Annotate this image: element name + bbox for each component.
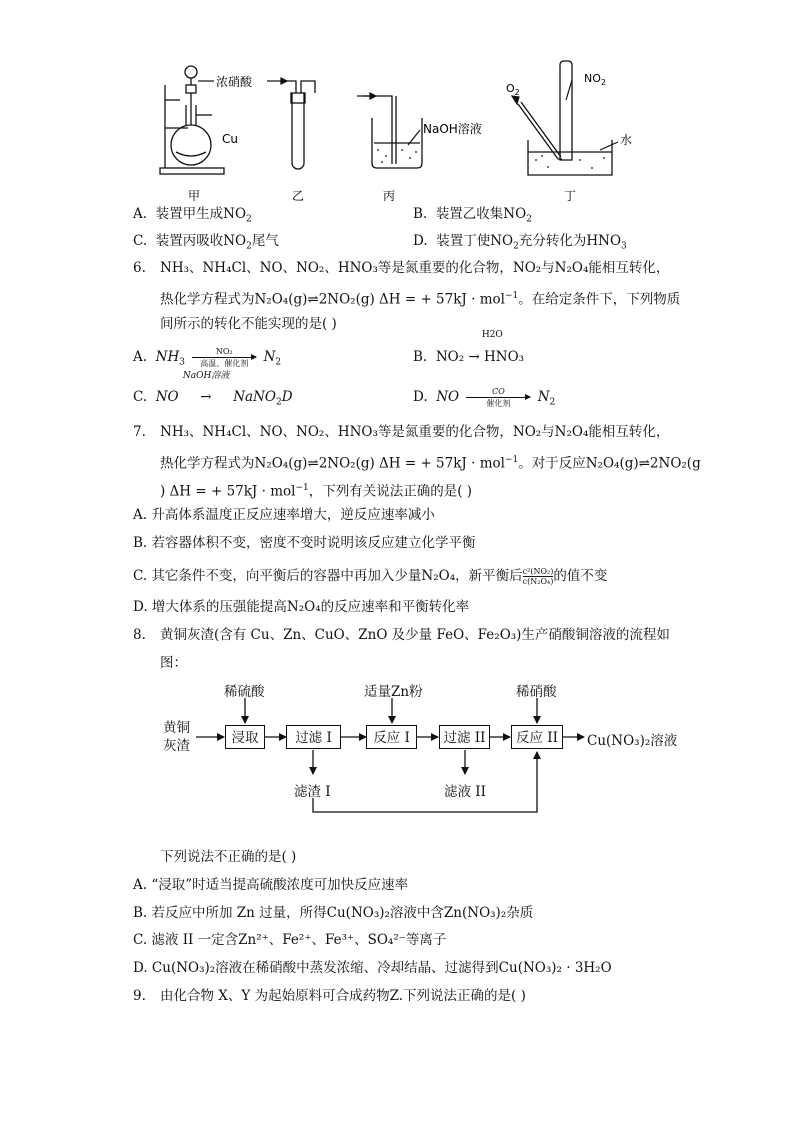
flow-step-filter-2: 过滤 II xyxy=(439,725,490,749)
q7-line3: ) ΔH = + 57kJ · mol$^{-1}$，下列有关说法正确的是( ) xyxy=(160,483,473,500)
q7-line2: 热化学方程式为N₂O₄(g)⇌2NO₂(g) ΔH = + 57kJ · mol$^{-1}$。对于反应N₂O₄(g)⇌2NO₂(g xyxy=(160,455,701,472)
q8-option-a[interactable]: A. “浸取”时适当提高硫酸浓度可加快反应速率 xyxy=(133,877,409,893)
flow-step-reaction-1: 反应 I xyxy=(366,725,417,749)
q7-number: 7. xyxy=(133,424,146,440)
q7-option-b[interactable]: B. 若容器体积不变，密度不变时说明该反应建立化学平衡 xyxy=(133,535,476,551)
q6-option-d[interactable]: D. NO CO 催化剂 $N_2$ xyxy=(413,387,556,408)
label-water: 水 xyxy=(620,133,633,147)
caption-jia: 甲 xyxy=(188,189,201,203)
flow-reagent-dilute-sulfuric: 稀硫酸 xyxy=(224,684,265,700)
q6-option-c[interactable]: C. NO NaOH溶液 → NaNO$_2$D xyxy=(133,371,293,408)
q8-number: 8. xyxy=(133,627,146,643)
flow-step-filter-1: 过滤 I xyxy=(286,725,341,749)
q8-line2: 图： xyxy=(160,655,187,671)
q6-line3: 间所示的转化不能实现的是( ) xyxy=(160,316,337,332)
q7-option-d[interactable]: D. 增大体系的压强能提高N₂O₄的反应速率和平衡转化率 xyxy=(133,599,470,615)
q6-option-b[interactable]: B. H2O NO₂ → HNO₃ xyxy=(413,330,525,365)
flow-reagent-zn-powder: 适量Zn粉 xyxy=(364,684,423,700)
flow-residue-1: 滤渣 I xyxy=(294,784,331,800)
q5-option-c[interactable]: C. 装置丙吸收$NO_2$尾气 xyxy=(133,233,279,252)
caption-ding: 丁 xyxy=(564,189,577,203)
label-cu: Cu xyxy=(222,132,238,146)
q6-line1: NH₃、NH₄Cl、NO、NO₂、HNO₃等是氮重要的化合物，NO₂与N₂O₄能相互转化， xyxy=(160,260,670,276)
q8-option-c[interactable]: C. 滤液 II 一定含Zn²⁺、Fe²⁺、Fe³⁺、SO₄²⁻等离子 xyxy=(133,932,447,948)
q8-stem: 下列说法不正确的是( ) xyxy=(160,849,297,865)
q5-option-b[interactable]: B. 装置乙收集$NO_2$ xyxy=(413,206,532,225)
q8-option-b[interactable]: B. 若反应中所加 Zn 过量，所得Cu(NO₃)₂溶液中含Zn(NO₃)₂杂质 xyxy=(133,905,534,921)
caption-yi: 乙 xyxy=(292,189,305,203)
q9-line1: 由化合物 X、Y 为起始原料可合成药物Z.下列说法正确的是( ) xyxy=(160,988,526,1004)
flow-reagent-dilute-nitric: 稀硝酸 xyxy=(516,684,557,700)
q5-option-d[interactable]: D. 装置丁使$NO_2$充分转化为$HNO_3$ xyxy=(413,233,627,252)
flow-input: 黄铜 灰渣 xyxy=(163,720,190,754)
q6-number: 6. xyxy=(133,260,146,276)
label-no2: $NO_2$ xyxy=(584,72,606,87)
q6-line2: 热化学方程式为N₂O₄(g)⇌2NO₂(g) ΔH = + 57kJ · mol$^{-1}$。在给定条件下，下列物质 xyxy=(160,291,681,308)
q5-option-a[interactable]: A. 装置甲生成$NO_2$ xyxy=(133,206,252,225)
flow-step-reaction-2: 反应 II xyxy=(511,725,563,749)
q8-option-d[interactable]: D. Cu(NO₃)₂溶液在稀硝酸中蒸发浓缩、冷却结晶、过滤得到Cu(NO₃)₂ · 3H₂O xyxy=(133,960,612,976)
q7-option-a[interactable]: A. 升高体系温度正反应速率增大，逆反应速率减小 xyxy=(133,507,435,523)
q8-line1: 黄铜灰渣(含有 Cu、Zn、CuO、ZnO 及少量 FeO、Fe₂O₃)生产硝酸铜溶液的流程如 xyxy=(160,627,670,643)
q7-option-c[interactable]: C. 其它条件不变，向平衡后的容器中再加入少量N₂O₄，新平衡后 $\frac{\text{c²(NO₂)}}{\text{c(N₂O₄)}}$ 的值不变 xyxy=(133,567,608,586)
label-naoh: NaOH溶液 xyxy=(423,122,482,136)
label-conc-nitric: 浓硝酸 xyxy=(216,75,253,89)
label-o2: $O_2$ xyxy=(506,82,520,97)
flow-step-leach: 浸取 xyxy=(225,725,265,749)
q9-number: 9. xyxy=(133,988,146,1004)
q7-line1: NH₃、NH₄Cl、NO、NO₂、HNO₃等是氮重要的化合物，NO₂与N₂O₄能相互转化， xyxy=(160,424,670,440)
q6-option-a[interactable]: A. $NH_3$ NO₂ 高温、催化剂 $N_2$ xyxy=(133,347,282,368)
caption-bing: 丙 xyxy=(383,189,396,203)
flow-filtrate-2: 滤液 II xyxy=(444,784,486,800)
flow-output: Cu(NO₃)₂溶液 xyxy=(587,733,678,749)
